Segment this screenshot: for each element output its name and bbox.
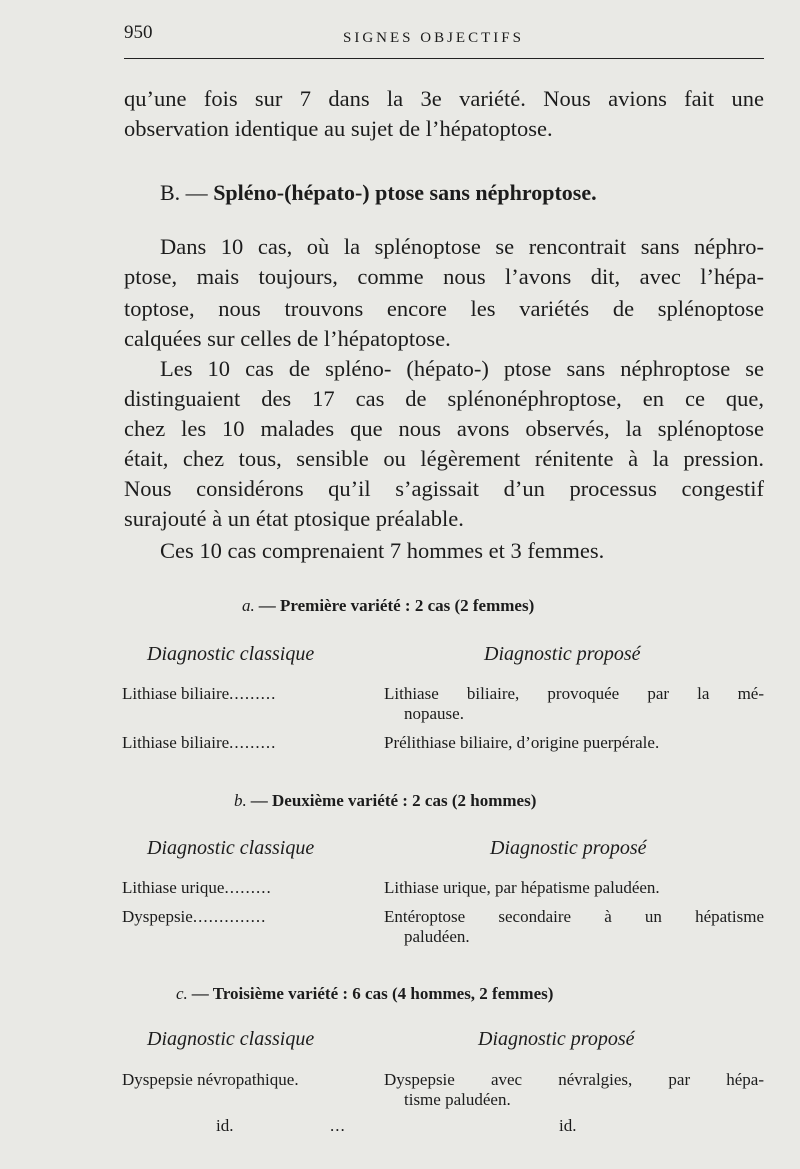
variety-a-row-1-right-line-1: Lithiase biliaire, provoquée par la mé- (384, 684, 764, 703)
section-title: Spléno-(hépato-) ptose sans néphroptose. (213, 180, 597, 205)
variety-b-col-right: Diagnostic proposé (490, 837, 647, 859)
paragraph-1-line-2: ptose, mais toujours, comme nous l’avons dit, avec l’hépa- (124, 264, 764, 289)
variety-c-row-1-right-line-2: tisme paludéen. (404, 1090, 511, 1109)
page-number: 950 (124, 22, 153, 43)
paragraph-2-line-5: Nous considérons qu’il s’agissait d’un processus congestif (124, 476, 764, 501)
variety-a-col-left: Diagnostic classique (147, 643, 315, 665)
variety-b-heading (234, 791, 536, 811)
variety-c-col-left: Diagnostic classique (147, 1028, 315, 1050)
running-title: SIGNES OBJECTIFS (343, 30, 524, 46)
variety-a-letter: a. (242, 596, 255, 615)
variety-c-letter: c. (176, 984, 188, 1003)
paragraph-2-line-1: Les 10 cas de spléno- (hépato-) ptose sans néphroptose se (160, 356, 764, 381)
variety-a-heading (242, 596, 534, 616)
leader-dots: .............. (192, 907, 267, 926)
variety-a-row-1-left (122, 684, 276, 704)
paragraph-2-line-2: distinguaient des 17 cas de splénonéphroptose, en ce que, (124, 386, 764, 411)
variety-b-row-2-left (122, 907, 266, 927)
variety-a-row-1-right-line-2: nopause. (404, 704, 464, 723)
variety-c-row-1-left: Dyspepsie névropathique. (122, 1070, 299, 1089)
section-label: B. — (160, 180, 208, 205)
variety-c-row-2-right: id. (559, 1116, 577, 1135)
variety-c-title: — Troisième variété : 6 cas (4 hommes, 2 femmes) (191, 984, 554, 1003)
variety-b-row-2-right-line-1: Entéroptose secondaire à un hépatisme (384, 907, 764, 926)
header-rule (124, 58, 764, 59)
variety-b-title: — Deuxième variété : 2 cas (2 hommes) (250, 791, 537, 810)
variety-c-heading (176, 984, 553, 1004)
variety-b-row-1-left (122, 878, 272, 898)
section-heading (160, 180, 597, 206)
paragraph-1-line-3: toptose, nous trouvons encore les variétés de splénoptose (124, 296, 764, 321)
leader-dots: ......... (229, 684, 277, 703)
leader-dots: ......... (229, 733, 277, 752)
variety-b-row-1-right: Lithiase urique, par hépatisme paludéen. (384, 878, 660, 897)
intro-line-1: qu’une fois sur 7 dans la 3e variété. Nous avions fait une (124, 86, 764, 111)
variety-b-col-left: Diagnostic classique (147, 837, 315, 859)
variety-c-col-right: Diagnostic proposé (478, 1028, 635, 1050)
paragraph-2-line-4: était, chez tous, sensible ou légèrement rénitente à la pression. (124, 446, 764, 471)
variety-b-row-2-right-line-2: paludéen. (404, 927, 470, 946)
paragraph-1-line-4: calquées sur celles de l’hépatoptose. (124, 326, 451, 351)
paragraph-1-line-1: Dans 10 cas, où la splénoptose se rencontrait sans néphro- (160, 234, 764, 259)
row-label: Lithiase biliaire (122, 684, 230, 703)
leader-dots: ......... (224, 878, 272, 897)
variety-c-row-2-left: id. (216, 1116, 234, 1135)
variety-a-col-right: Diagnostic proposé (484, 643, 641, 665)
intro-line-2: observation identique au sujet de l’hépatoptose. (124, 116, 553, 141)
variety-a-title: — Première variété : 2 cas (2 femmes) (258, 596, 535, 615)
paragraph-2-line-3: chez les 10 malades que nous avons observés, la splénoptose (124, 416, 764, 441)
variety-b-letter: b. (234, 791, 247, 810)
variety-c-row-2-dots: ... (330, 1116, 346, 1135)
paragraph-3: Ces 10 cas comprenaient 7 hommes et 3 femmes. (160, 538, 605, 563)
variety-a-row-2-right: Prélithiase biliaire, d’origine puerpérale. (384, 733, 660, 752)
variety-c-row-1-right-line-1: Dyspepsie avec névralgies, par hépa- (384, 1070, 764, 1089)
row-label: Lithiase urique (122, 878, 225, 897)
row-label: Lithiase biliaire (122, 733, 230, 752)
variety-a-row-2-left (122, 733, 276, 753)
row-label: Dyspepsie (122, 907, 193, 926)
paragraph-2-line-6: surajouté à un état ptosique préalable. (124, 506, 464, 531)
